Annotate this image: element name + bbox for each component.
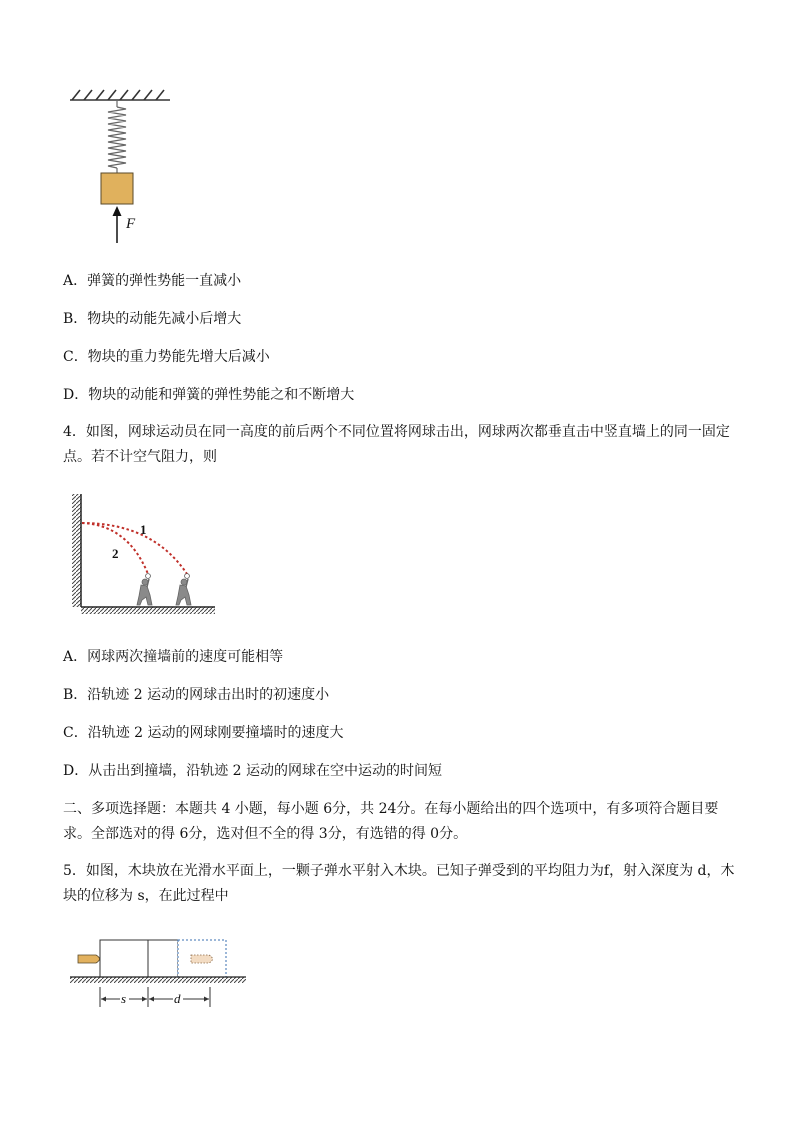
trajectory-label-2: 2	[112, 546, 119, 561]
bullet-block-figure	[70, 935, 250, 1010]
ground	[81, 607, 215, 614]
q5-stem: 5．如图，木块放在光滑水平面上，一颗子弹水平射入木块。已知子弹受到的平均阻力为f，射入深度为 d，木块的位移为 s，在此过程中	[63, 863, 735, 904]
q3-option-c: C．物块的重力势能先增大后减小	[63, 349, 270, 365]
trajectory-1	[82, 523, 187, 574]
q4-stem: 4．如图，网球运动员在同一高度的前后两个不同位置将网球击出，网球两次都垂直击中竖直墙上的同一固定点。若不计空气阻力，则	[63, 424, 730, 465]
q3-option-b: B．物块的动能先减小后增大	[63, 311, 242, 327]
block	[101, 173, 133, 204]
q4-option-c: C．沿轨迹 2 运动的网球刚要撞墙时的速度大	[63, 725, 344, 741]
q3-option-a: A．弹簧的弹性势能一直减小	[63, 273, 242, 289]
dimension-lines	[100, 987, 210, 1007]
wall	[72, 494, 81, 607]
section2-instructions: 二、多项选择题：本题共 4 小题，每小题 6分，共 24分。在每小题给出的四个选项中，有多项符合题目要求。全部选对的得 6分，选对但不全的得 3分，有选错的得 0分。	[63, 801, 719, 842]
force-arrow	[113, 206, 122, 243]
label-s: s	[121, 991, 127, 1006]
player-near	[137, 574, 152, 605]
q4-option-a: A．网球两次撞墙前的速度可能相等	[63, 649, 284, 665]
bullet-initial	[78, 955, 100, 963]
label-d: d	[174, 991, 181, 1006]
block-initial	[100, 940, 148, 977]
q3-option-d: D．物块的动能和弹簧的弹性势能之和不断增大	[63, 387, 355, 403]
q4-option-d: D．从击出到撞墙，沿轨迹 2 运动的网球在空中运动的时间短	[63, 763, 443, 779]
tennis-wall-figure	[68, 492, 218, 617]
player-far	[176, 574, 191, 605]
ceiling	[70, 90, 170, 100]
q4-option-b: B．沿轨迹 2 运动的网球击出时的初速度小	[63, 687, 330, 703]
trajectory-label-1: 1	[140, 522, 147, 537]
spring-block-figure	[60, 85, 180, 250]
block-final-region	[148, 940, 178, 977]
bullet-final	[191, 955, 213, 963]
force-label: F	[126, 216, 136, 232]
surface	[70, 977, 246, 983]
spring	[108, 100, 126, 173]
